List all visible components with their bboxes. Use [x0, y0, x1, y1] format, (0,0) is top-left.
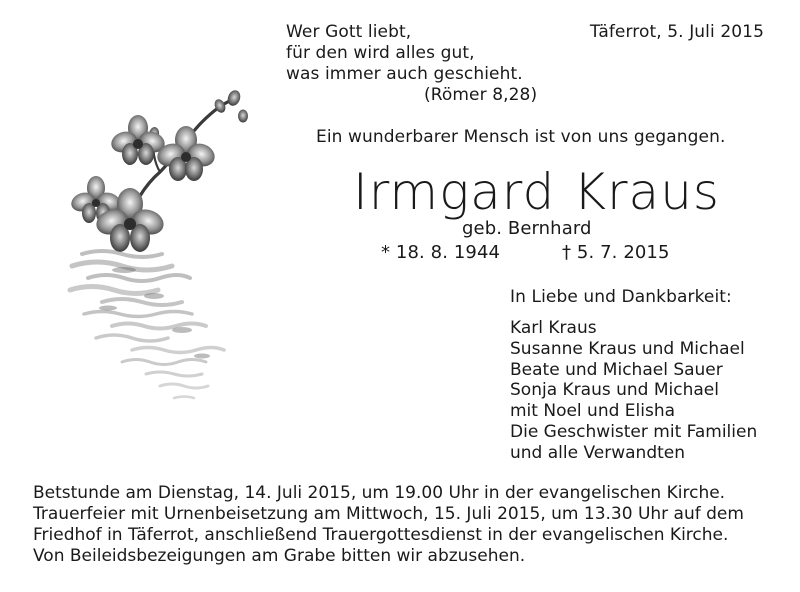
verse-line: Wer Gott liebt,: [286, 22, 412, 42]
birth-date: * 18. 8. 1944: [381, 242, 501, 263]
mourner: Susanne Kraus und Michael: [510, 338, 745, 359]
orchid-illustration: [62, 84, 262, 414]
deceased-name: [353, 164, 720, 220]
last-name: Kraus: [573, 163, 720, 221]
mourner: Sonja Kraus und Michael: [510, 380, 719, 401]
mourner: Die Geschwister mit Familien: [510, 421, 758, 442]
thanks-line: In Liebe und Dankbarkeit:: [510, 287, 732, 307]
mourner: Beate und Michael Sauer: [510, 359, 723, 380]
note-line: Von Beileidsbezeigungen am Grabe bitten wir abzusehen.: [33, 546, 526, 566]
death-date: † 5. 7. 2015: [562, 242, 670, 263]
maiden-name: geb. Bernhard: [462, 218, 592, 239]
note-line: Trauerfeier mit Urnenbeisetzung am Mittwoch, 15. Juli 2015, um 13.30 Uhr auf dem: [33, 504, 744, 524]
service-notes: [33, 483, 744, 567]
mourner: und alle Verwandten: [510, 442, 686, 463]
mourner: Karl Kraus: [510, 318, 597, 338]
note-line: Friedhof in Täferrot, anschließend Trauergottesdienst in der evangelischen Kirche.: [33, 525, 729, 545]
verse-reference: (Römer 8,28): [424, 85, 538, 105]
bible-verse: [286, 22, 538, 105]
mourner: mit Noel und Elisha: [510, 401, 676, 422]
verse-line: was immer auch geschieht.: [286, 64, 523, 84]
first-name: Irmgard: [353, 163, 556, 221]
mourners-list: [510, 318, 757, 464]
intro-text: Ein wunderbarer Mensch ist von uns gegangen.: [316, 127, 726, 147]
verse-line: für den wird alles gut,: [286, 43, 475, 63]
note-line: Betstunde am Dienstag, 14. Juli 2015, um 19.00 Uhr in der evangelischen Kirche.: [33, 483, 726, 503]
place-date: Täferrot, 5. Juli 2015: [589, 22, 764, 42]
